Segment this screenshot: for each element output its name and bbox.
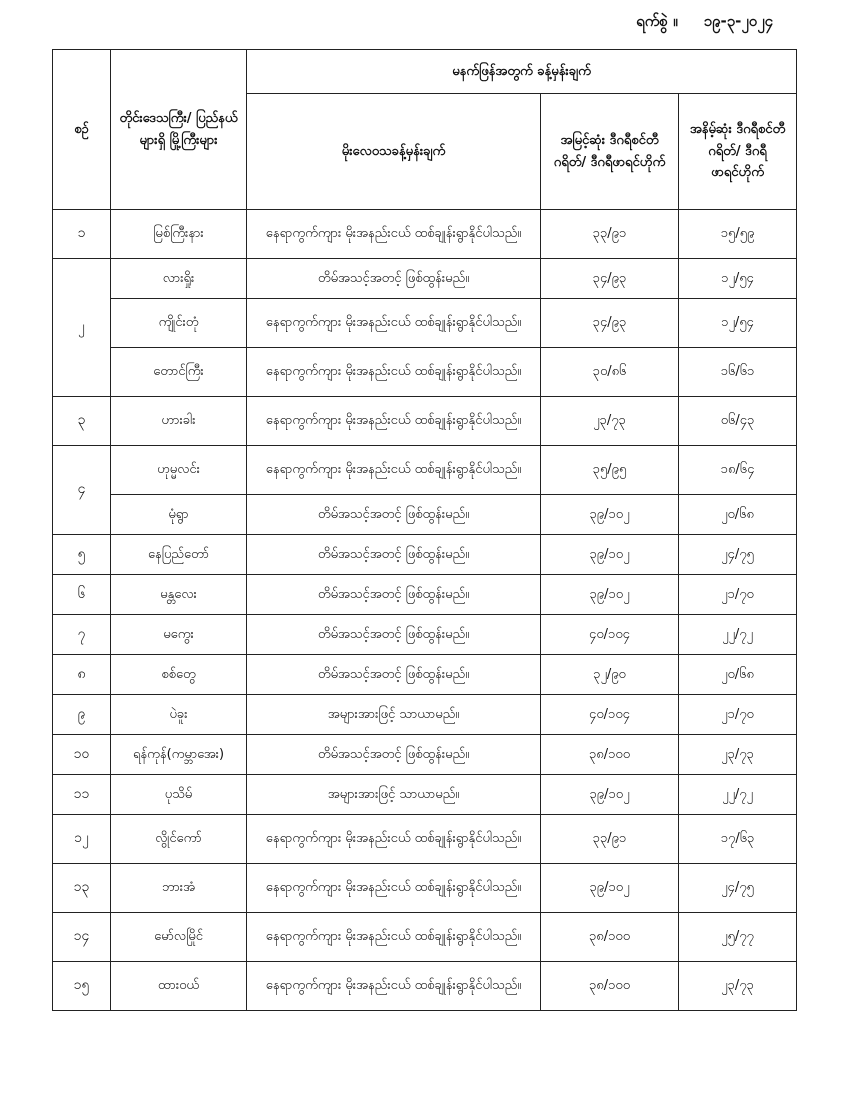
header-forecast-group: မနက်ဖြန်အတွက် ခန့်မှန်းချက်	[247, 50, 797, 94]
date-line	[636, 12, 773, 34]
table-row	[53, 695, 797, 735]
min-temp-cell: ၂၄/၇၅	[679, 864, 797, 913]
table-row	[53, 655, 797, 695]
max-temp-cell: ၃၄/၉၃	[541, 259, 679, 299]
city-cell: မြစ်ကြီးနား	[111, 210, 247, 259]
city-cell: မန္တလေး	[111, 575, 247, 615]
max-temp-cell: ၃၅/၉၅	[541, 446, 679, 495]
table-row	[53, 495, 797, 535]
weather-cell: အများအားဖြင့် သာယာမည်။	[247, 775, 541, 815]
table-row	[53, 575, 797, 615]
row-number: ၃	[53, 397, 111, 446]
row-number: ၁၃	[53, 864, 111, 913]
max-temp-cell: ၄၀/၁၀၄	[541, 615, 679, 655]
max-temp-cell: ၃၈/၁၀၀	[541, 735, 679, 775]
table-row	[53, 615, 797, 655]
row-number: ၉	[53, 695, 111, 735]
weather-cell: နေရာကွက်ကျား မိုးအနည်းငယ် ထစ်ချုန်းရွာနိုင်ပါသည်။	[247, 210, 541, 259]
header-city: တိုင်းဒေသကြီး/ ပြည်နယ်များရှိ မြို့ကြီးများ	[111, 50, 247, 210]
city-cell: လွိုင်ကော်	[111, 815, 247, 864]
weather-cell: နေရာကွက်ကျား မိုးအနည်းငယ် ထစ်ချုန်းရွာနိုင်ပါသည်။	[247, 962, 541, 1011]
weather-cell: တိမ်အသင့်အတင့် ဖြစ်ထွန်းမည်။	[247, 535, 541, 575]
min-temp-cell: ၁၅/၅၉	[679, 210, 797, 259]
header-no: စဉ်	[53, 50, 111, 210]
table-row	[53, 775, 797, 815]
weather-cell: တိမ်အသင့်အတင့် ဖြစ်ထွန်းမည်။	[247, 495, 541, 535]
city-cell: မုံရွာ	[111, 495, 247, 535]
max-temp-cell: ၃၈/၁၀၀	[541, 962, 679, 1011]
table-row	[53, 735, 797, 775]
row-number: ၁၂	[53, 815, 111, 864]
row-number: ၇	[53, 615, 111, 655]
min-temp-cell: ၁၆/၆၁	[679, 348, 797, 397]
table-row	[53, 299, 797, 348]
date-value: ၁၉-၃-၂၀၂၄	[703, 12, 773, 30]
city-cell: စစ်တွေ	[111, 655, 247, 695]
max-temp-cell: ၃၉/၁၀၂	[541, 495, 679, 535]
city-cell: နေပြည်တော်	[111, 535, 247, 575]
min-temp-cell: ၂၂/၇၂	[679, 615, 797, 655]
table-row	[53, 210, 797, 259]
table-row	[53, 259, 797, 299]
row-number: ၁၀	[53, 735, 111, 775]
min-temp-cell: ၀၆/၄၃	[679, 397, 797, 446]
weather-cell: အများအားဖြင့် သာယာမည်။	[247, 695, 541, 735]
table-row	[53, 913, 797, 962]
row-number: ၅	[53, 535, 111, 575]
min-temp-cell: ၂၀/၆၈	[679, 495, 797, 535]
weather-cell: တိမ်အသင့်အတင့် ဖြစ်ထွန်းမည်။	[247, 575, 541, 615]
city-cell: ပဲခူး	[111, 695, 247, 735]
max-temp-cell: ၄၀/၁၀၄	[541, 695, 679, 735]
row-number: ၆	[53, 575, 111, 615]
row-number: ၁၄	[53, 913, 111, 962]
max-temp-cell: ၃၉/၁၀၂	[541, 535, 679, 575]
max-temp-cell: ၃၉/၁၀၂	[541, 575, 679, 615]
min-temp-cell: ၂၁/၇၀	[679, 695, 797, 735]
city-cell: မော်လမြိုင်	[111, 913, 247, 962]
table-row	[53, 348, 797, 397]
weather-cell: နေရာကွက်ကျား မိုးအနည်းငယ် ထစ်ချုန်းရွာနိုင်ပါသည်။	[247, 446, 541, 495]
max-temp-cell: ၃၃/၉၁	[541, 815, 679, 864]
table-row	[53, 397, 797, 446]
table-row	[53, 864, 797, 913]
weather-cell: တိမ်အသင့်အတင့် ဖြစ်ထွန်းမည်။	[247, 259, 541, 299]
forecast-body	[53, 210, 797, 1011]
max-temp-cell: ၃၉/၁၀၂	[541, 775, 679, 815]
row-number: ၈	[53, 655, 111, 695]
weather-cell: နေရာကွက်ကျား မိုးအနည်းငယ် ထစ်ချုန်းရွာနိုင်ပါသည်။	[247, 864, 541, 913]
date-label: ရက်စွဲ ။	[636, 12, 678, 30]
city-cell: ထားဝယ်	[111, 962, 247, 1011]
weather-cell: နေရာကွက်ကျား မိုးအနည်းငယ် ထစ်ချုန်းရွာနိုင်ပါသည်။	[247, 348, 541, 397]
min-temp-cell: ၂၄/၇၅	[679, 535, 797, 575]
min-temp-cell: ၂၁/၇၀	[679, 575, 797, 615]
min-temp-cell: ၂၅/၇၇	[679, 913, 797, 962]
city-cell: ပုသိမ်	[111, 775, 247, 815]
max-temp-cell: ၂၃/၇၃	[541, 397, 679, 446]
max-temp-cell: ၃၈/၁၀၀	[541, 913, 679, 962]
weather-cell: နေရာကွက်ကျား မိုးအနည်းငယ် ထစ်ချုန်းရွာနိုင်ပါသည်။	[247, 913, 541, 962]
min-temp-cell: ၂၃/၇၃	[679, 735, 797, 775]
city-cell: ရန်ကုန်(ကမ္ဘာအေး)	[111, 735, 247, 775]
city-cell: မကွေး	[111, 615, 247, 655]
weather-cell: တိမ်အသင့်အတင့် ဖြစ်ထွန်းမည်။	[247, 735, 541, 775]
min-temp-cell: ၂၂/၇၂	[679, 775, 797, 815]
row-number: ၁၅	[53, 962, 111, 1011]
weather-cell: တိမ်အသင့်အတင့် ဖြစ်ထွန်းမည်။	[247, 615, 541, 655]
city-cell: လားရှိုး	[111, 259, 247, 299]
city-cell: ဟားခါး	[111, 397, 247, 446]
table-row	[53, 535, 797, 575]
city-cell: ကျိုင်းတုံ	[111, 299, 247, 348]
city-cell: ဘားအံ	[111, 864, 247, 913]
header-max-temp: အမြင့်ဆုံး ဒီဂရီစင်တီဂရိတ်/ ဒီဂရီဖာရင်ဟိုက်	[541, 94, 679, 210]
city-cell: တောင်ကြီး	[111, 348, 247, 397]
row-number: ၁	[53, 210, 111, 259]
forecast-table	[52, 49, 797, 1011]
weather-cell: တိမ်အသင့်အတင့် ဖြစ်ထွန်းမည်။	[247, 655, 541, 695]
weather-cell: နေရာကွက်ကျား မိုးအနည်းငယ် ထစ်ချုန်းရွာနိုင်ပါသည်။	[247, 299, 541, 348]
table-row	[53, 962, 797, 1011]
weather-cell: နေရာကွက်ကျား မိုးအနည်းငယ် ထစ်ချုန်းရွာနိုင်ပါသည်။	[247, 397, 541, 446]
header-weather: မိုးလေဝသခန့်မှန်းချက်	[247, 94, 541, 210]
min-temp-cell: ၂၀/၆၈	[679, 655, 797, 695]
row-number: ၄	[53, 446, 111, 535]
max-temp-cell: ၃၉/၁၀၂	[541, 864, 679, 913]
max-temp-cell: ၃၂/၉၀	[541, 655, 679, 695]
header-min-temp: အနိမ့်ဆုံး ဒီဂရီစင်တီဂရိတ်/ ဒီဂရီဖာရင်ဟိုက်	[679, 94, 797, 210]
max-temp-cell: ၃၀/၈၆	[541, 348, 679, 397]
row-number: ၂	[53, 259, 111, 397]
min-temp-cell: ၁၈/၆၄	[679, 446, 797, 495]
min-temp-cell: ၁၂/၅၄	[679, 259, 797, 299]
min-temp-cell: ၁၂/၅၄	[679, 299, 797, 348]
row-number: ၁၁	[53, 775, 111, 815]
min-temp-cell: ၂၃/၇၃	[679, 962, 797, 1011]
max-temp-cell: ၃၃/၉၁	[541, 210, 679, 259]
weather-cell: နေရာကွက်ကျား မိုးအနည်းငယ် ထစ်ချုန်းရွာနိုင်ပါသည်။	[247, 815, 541, 864]
table-row	[53, 815, 797, 864]
max-temp-cell: ၃၄/၉၃	[541, 299, 679, 348]
city-cell: ဟုမ္မလင်း	[111, 446, 247, 495]
min-temp-cell: ၁၇/၆၃	[679, 815, 797, 864]
table-row	[53, 446, 797, 495]
